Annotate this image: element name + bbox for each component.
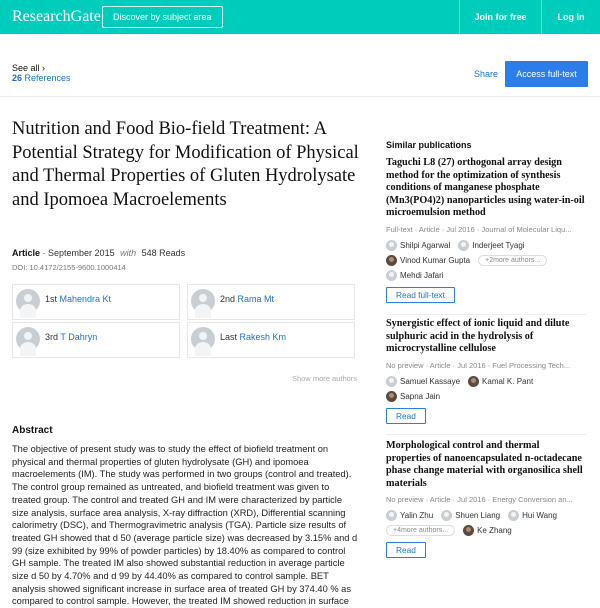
author-card-1[interactable] <box>12 284 180 320</box>
publication-title[interactable]: Morphological control and thermal properties of nanoencapsulated n-octadecane phase change material with organosilica shell materials <box>386 440 583 489</box>
publication-author[interactable] <box>386 509 433 522</box>
publication-author[interactable] <box>386 390 440 403</box>
author-label <box>220 332 286 342</box>
publication-author[interactable] <box>386 239 450 252</box>
with-label: with <box>120 248 137 258</box>
author-name: Vinod Kumar Gupta <box>400 255 471 265</box>
publication-author[interactable] <box>468 375 533 388</box>
author-name[interactable]: Rama Mt <box>237 294 275 304</box>
author-name[interactable]: T Dahryn <box>60 332 98 342</box>
read-full-text-button[interactable]: Read full-text <box>386 287 455 303</box>
avatar <box>191 327 215 351</box>
more-authors-pill[interactable]: +4more authors... <box>386 525 455 536</box>
author-name: Samuel Kassaye <box>400 376 461 386</box>
author-name[interactable]: Mahendra Kt <box>59 294 112 304</box>
publication-title[interactable]: Synergistic effect of ionic liquid and dilute sulphuric acid in the hydrolysis of microcrystalline cellulose <box>386 318 570 354</box>
avatar <box>16 327 40 351</box>
more-authors-pill[interactable]: +2more authors... <box>478 255 547 266</box>
author-card-3[interactable] <box>12 322 180 358</box>
avatar <box>16 289 40 313</box>
avatar <box>386 391 397 402</box>
author-name: Kamal K. Pant <box>482 376 534 386</box>
references-label: References <box>24 73 71 83</box>
avatar <box>386 240 397 251</box>
publication-author[interactable] <box>386 269 444 282</box>
join-for-free-button[interactable]: Join for free <box>459 0 541 34</box>
author-name: Shuen Liang <box>455 511 501 520</box>
avatar <box>386 270 397 281</box>
article-date: · September 2015 <box>42 248 115 258</box>
publication-author[interactable] <box>386 375 460 388</box>
see-all-link[interactable]: See all › <box>12 63 46 73</box>
similar-publication-3 <box>386 440 586 558</box>
author-name: Yalin Zhu <box>400 511 434 520</box>
similar-publication-2 <box>386 318 586 424</box>
author-label <box>45 294 111 304</box>
avatar <box>463 525 474 536</box>
references-count: 26 <box>12 73 23 83</box>
researchgate-logo[interactable]: ResearchGate <box>12 8 101 25</box>
publication-meta: No preview · Article · Jul 2016 · Fuel Processing Tech... <box>386 360 571 370</box>
avatar <box>458 240 469 251</box>
show-more-authors-link[interactable]: Show more authors <box>292 374 358 383</box>
abstract-heading: Abstract <box>12 425 53 436</box>
publication-authors <box>386 373 586 403</box>
divider <box>0 96 600 97</box>
article-type: Article <box>12 248 41 258</box>
article-title: Nutrition and Food Bio-field Treatment: A Potential Strategy for Modification of Physical and Thermal Properties of Gluten Hydrolysate and Ipomoea Macroelements <box>12 119 359 210</box>
top-bar <box>0 0 600 34</box>
avatar <box>386 510 397 521</box>
avatar <box>386 376 397 387</box>
avatar <box>191 289 215 313</box>
divider <box>386 434 586 435</box>
avatar <box>468 376 479 387</box>
divider <box>386 314 586 315</box>
discover-by-subject-button[interactable]: Discover by subject area <box>102 6 223 28</box>
similar-publications-heading: Similar publications <box>386 140 472 150</box>
abstract-text: The objective of present study was to study the effect of biofield treatment on physical and thermal properties of gluten hydrolysate (GH) and ipomoea macroelements (IM). The study was performed in two groups (control and treated). The control group remained as untreated, and biofield treatment was given to treated group. The control and treated GH and IM were characterized by particle size analysis, surface area analysis, X-ray diffraction (XRD), Differential scanning calorimetry (DSC), and Thermogravimetric analysis (TGA). Particle size results of treated GH showed that d 50 (average particle size) was decreased by 3.15% and d 99 (size exhibited by 99% of powder particles) by 18.40% as compared to control GH sample. The treated IM also showed substantial reduction in average particle size d 50 by 4.70% and d 99 by 44.40% as compared to control sample. BET analysis showed significant increase in surface area of treated GH by 374.40 % as compared to control sample. However, the treated IM showed reduction in surface <box>12 444 358 607</box>
similar-publication-1 <box>386 157 586 303</box>
publication-author[interactable] <box>441 509 500 522</box>
publication-author[interactable] <box>386 254 470 267</box>
article-meta <box>12 248 185 258</box>
publication-meta: No preview · Article · Jul 2016 · Energy Conversion an... <box>386 495 573 504</box>
author-name: Ke Zhang <box>477 526 512 535</box>
author-name: Sapna Jain <box>400 391 441 401</box>
publication-authors <box>386 237 586 282</box>
article-reads: 548 Reads <box>141 248 186 258</box>
author-position: 1st <box>45 294 58 304</box>
publication-meta: Full-text · Article · Jul 2016 · Journal of Molecular Liqu... <box>386 224 572 234</box>
avatar <box>508 510 519 521</box>
publication-title[interactable]: Taguchi L8 (27) orthogonal array design method for the optimization of synthesis conditions of manganese phosphate (Mn3(PO4)2) nanoparticles using water-in-oil microemulsion method <box>386 157 585 218</box>
author-position: 2nd <box>220 294 236 304</box>
author-name: Shilpi Agarwal <box>400 240 451 250</box>
avatar <box>441 510 452 521</box>
read-button[interactable]: Read <box>386 542 426 558</box>
avatar <box>386 255 397 266</box>
references-link[interactable] <box>12 73 71 83</box>
publication-authors <box>386 507 586 537</box>
publication-author[interactable] <box>463 524 512 537</box>
author-name: Inderjeet Tyagi <box>472 240 525 250</box>
read-button[interactable]: Read <box>386 408 426 424</box>
author-card-2[interactable] <box>187 284 355 320</box>
author-name: Mehdi Jafari <box>400 270 444 280</box>
share-link[interactable]: Share <box>474 69 499 79</box>
access-full-text-button[interactable]: Access full-text <box>505 61 588 87</box>
log-in-button[interactable]: Log in <box>541 0 600 34</box>
author-label <box>45 332 97 342</box>
article-doi[interactable]: DOI: 10.4172/2155-9600.1000414 <box>12 263 126 272</box>
author-position: Last <box>220 332 238 342</box>
author-label <box>220 294 274 304</box>
author-position: 3rd <box>45 332 59 342</box>
publication-author[interactable] <box>508 509 557 522</box>
publication-author[interactable] <box>458 239 524 252</box>
author-name[interactable]: Rakesh Km <box>239 332 287 342</box>
author-card-4[interactable] <box>187 322 355 358</box>
author-name: Hui Wang <box>522 511 557 520</box>
